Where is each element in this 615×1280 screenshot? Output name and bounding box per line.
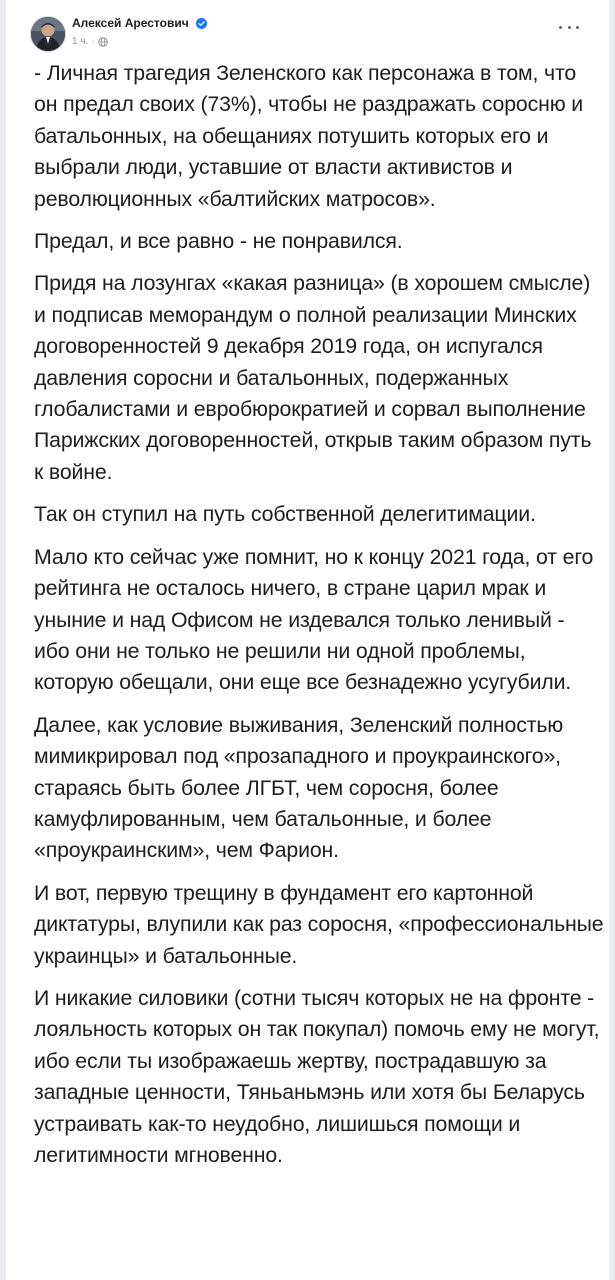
- more-dot: [576, 26, 579, 29]
- post-paragraph: Придя на лозунгах «какая разница» (в хорошем смысле) и подписав меморандум о полной реализации Минских договоренностей 9 декабря 2019 года, он испугался давления соросни и батальонных, подержанных глобалистами и евробюрократией и сорвал выполнение Парижских договоренностей, открыв таким образом путь к войне.: [34, 271, 592, 484]
- post-paragraph: Мало кто сейчас уже помнит, но к концу 2021 года, от его рейтинга не осталось ничего, в стране царил мрак и уныние и над Офисом не издевался только ленивый - ибо они не только не решили ни одной проблемы, которую обещали, они еще все безнадежно усугубили.: [34, 544, 594, 695]
- post-timestamp[interactable]: 1 ч.: [72, 36, 89, 47]
- author-name[interactable]: Алексей Арестович: [72, 16, 189, 31]
- avatar-image: [31, 17, 65, 51]
- globe-icon[interactable]: [98, 37, 108, 47]
- verified-badge-icon: [196, 18, 207, 29]
- more-dot: [559, 26, 562, 29]
- more-dot: [568, 26, 571, 29]
- meta-separator: ·: [91, 36, 95, 47]
- more-options-icon[interactable]: [559, 22, 579, 32]
- post-paragraph: Так он ступил на путь собственной делегитимации.: [34, 502, 536, 527]
- post-paragraph: И вот, первую трещину в фундамент его картонной диктатуры, влупили как раз соросня, «профессиональные украинцы» и батальонные.: [34, 880, 604, 968]
- post-paragraph: Предал, и все равно - не понравился.: [34, 229, 403, 254]
- author-info: [72, 14, 207, 47]
- post-paragraph: Далее, как условие выживания, Зеленский полностью мимикрировал под «прозападного и проукраинского», стараясь быть более ЛГБТ, чем соросня, более камуфлированным, чем батальонные, и более «проукраинским», чем Фарион.: [34, 712, 564, 863]
- post-paragraph: - Личная трагедия Зеленского как персонажа в том, что он предал своих (73%), чтобы не раздражать соросню и батальонных, на обещаниях потушить которых его и выбрали люди, уставшие от власти активистов и революционных «балтийских матросов».: [34, 61, 584, 211]
- post-header: [28, 0, 609, 58]
- author-avatar[interactable]: [30, 16, 66, 52]
- post-card: [6, 0, 609, 1280]
- post-meta: [72, 36, 207, 47]
- post-paragraph: И никакие силовики (сотни тысяч которых не на фронте - лояльность которых он так покупал) помочь ему не могут, ибо если ты изображаешь жертву, пострадавшую за западные ценности, Тяньаньмэнь или хотя бы Беларусь устраивать как-то неудобно, лишишься помощи и легитимности мгновенно.: [34, 985, 600, 1167]
- post-text: [34, 58, 604, 1182]
